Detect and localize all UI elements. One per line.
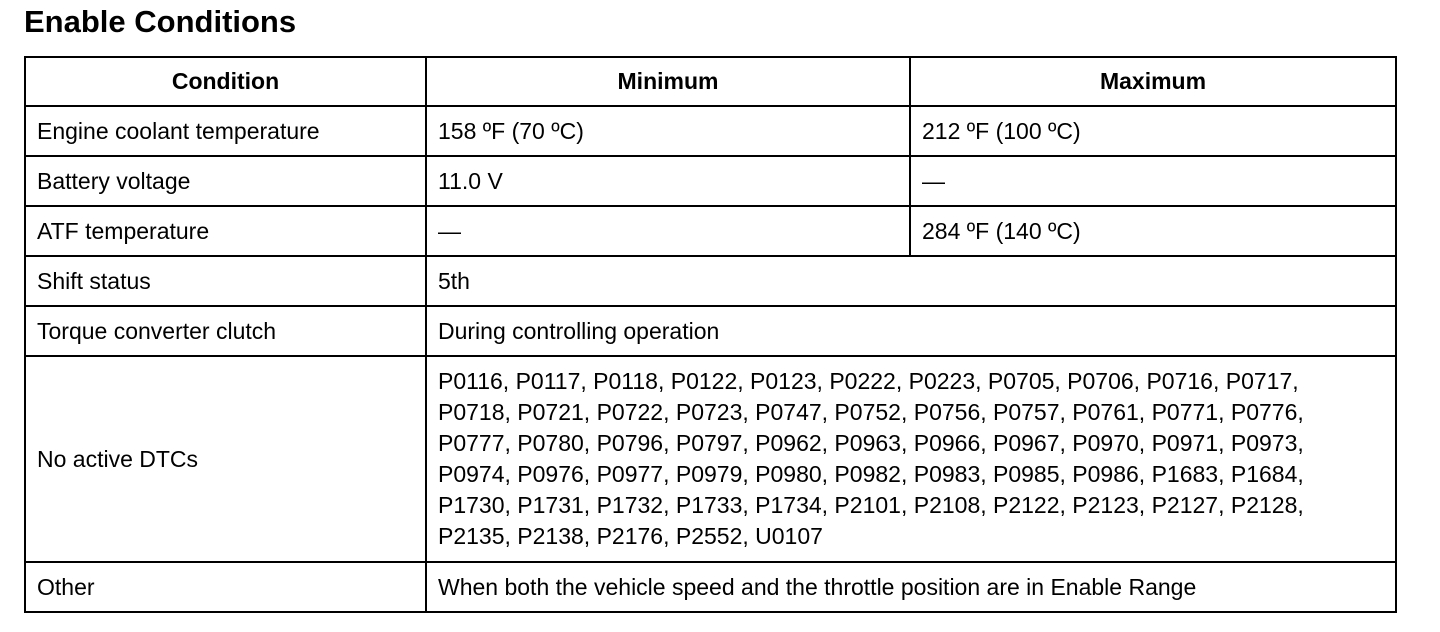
header-minimum: Minimum <box>426 57 910 106</box>
table-row <box>25 156 1396 206</box>
dtc-line: P0116, P0117, P0118, P0122, P0123, P0222, P0223, P0705, P0706, P0716, P0717, <box>438 368 1299 394</box>
condition-cell: No active DTCs <box>25 356 426 562</box>
maximum-cell: — <box>910 156 1396 206</box>
table-header-row <box>25 57 1396 106</box>
dtc-line: P1730, P1731, P1732, P1733, P1734, P2101, P2108, P2122, P2123, P2127, P2128, <box>438 492 1304 518</box>
table-row <box>25 356 1396 562</box>
value-cell: When both the vehicle speed and the throttle position are in Enable Range <box>426 562 1396 612</box>
value-cell: During controlling operation <box>426 306 1396 356</box>
condition-cell: Shift status <box>25 256 426 306</box>
condition-cell: Engine coolant temperature <box>25 106 426 156</box>
dtc-line: P0777, P0780, P0796, P0797, P0962, P0963, P0966, P0967, P0970, P0971, P0973, <box>438 430 1304 456</box>
condition-cell: ATF temperature <box>25 206 426 256</box>
table-row <box>25 562 1396 612</box>
table-row <box>25 206 1396 256</box>
dtc-line: P0718, P0721, P0722, P0723, P0747, P0752, P0756, P0757, P0761, P0771, P0776, <box>438 399 1304 425</box>
value-cell: 5th <box>426 256 1396 306</box>
header-maximum: Maximum <box>910 57 1396 106</box>
dtc-line: P0974, P0976, P0977, P0979, P0980, P0982, P0983, P0985, P0986, P1683, P1684, <box>438 461 1304 487</box>
table-row <box>25 256 1396 306</box>
dtc-line: P2135, P2138, P2176, P2552, U0107 <box>438 523 823 549</box>
table-row <box>25 106 1396 156</box>
minimum-cell: 158 ºF (70 ºC) <box>426 106 910 156</box>
maximum-cell: 284 ºF (140 ºC) <box>910 206 1396 256</box>
page-title: Enable Conditions <box>24 4 297 39</box>
dtc-list-cell <box>426 356 1396 562</box>
table-row <box>25 306 1396 356</box>
condition-cell: Other <box>25 562 426 612</box>
maximum-cell: 212 ºF (100 ºC) <box>910 106 1396 156</box>
condition-cell: Torque converter clutch <box>25 306 426 356</box>
header-condition: Condition <box>25 57 426 106</box>
condition-cell: Battery voltage <box>25 156 426 206</box>
minimum-cell: 11.0 V <box>426 156 910 206</box>
enable-conditions-table <box>24 56 1397 613</box>
minimum-cell: — <box>426 206 910 256</box>
